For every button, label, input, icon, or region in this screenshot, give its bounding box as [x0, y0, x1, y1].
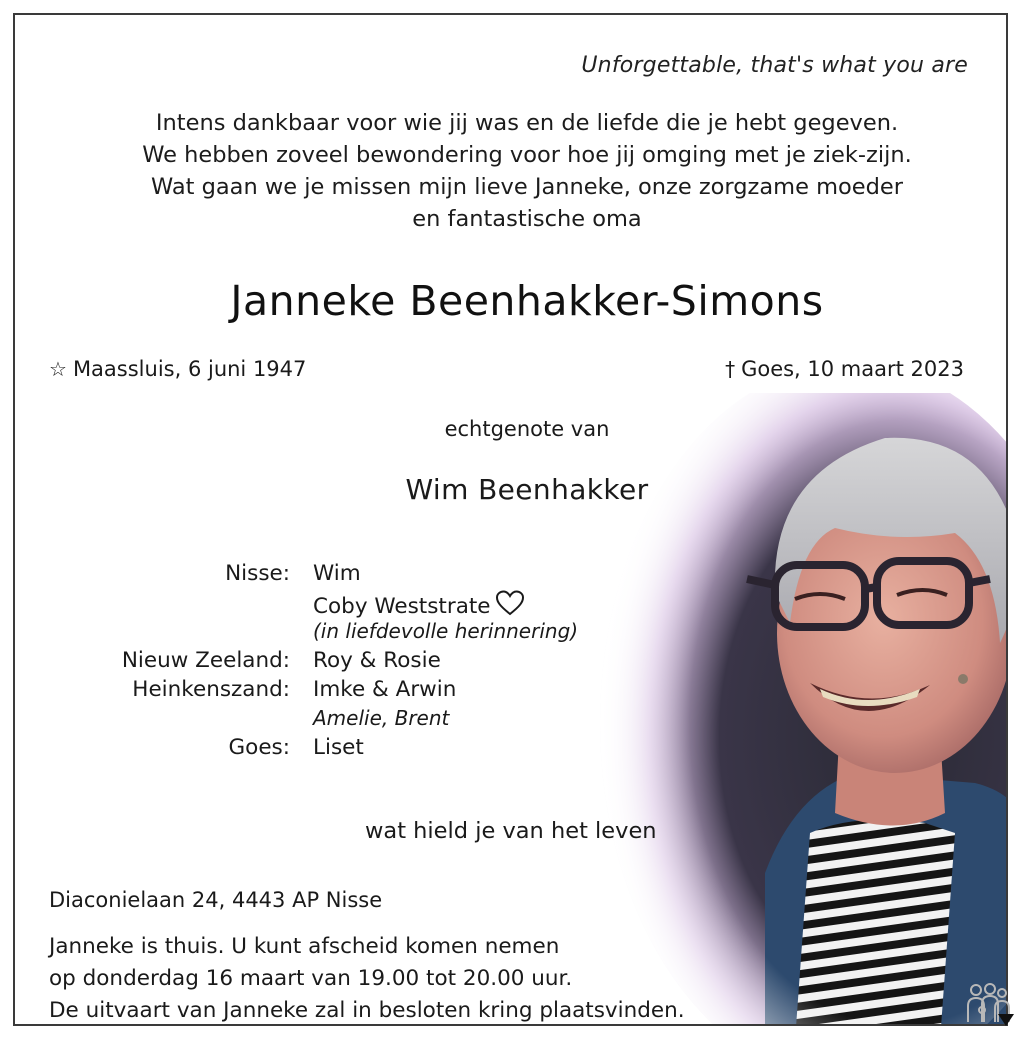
family-location: Nisse:: [225, 561, 290, 586]
motto: Unforgettable, that's what you are: [581, 53, 968, 78]
birth-text: Maassluis, 6 juni 1947: [72, 357, 307, 381]
birth-info: [49, 357, 306, 381]
poem-line: Intens dankbaar voor wie jij was en de liefde die je hebt gegeven.: [155, 110, 899, 136]
quote: wat hield je van het leven: [365, 818, 657, 844]
poem-line: en fantastische oma: [412, 206, 642, 232]
death-info: [725, 357, 964, 381]
poem: [15, 107, 1008, 235]
family-note: (in liefdevolle herinnering): [313, 619, 579, 643]
info-line: Janneke is thuis. U kunt afscheid komen nemen: [49, 934, 560, 959]
family-names: Liset: [313, 735, 364, 760]
star-icon: ☆: [49, 357, 67, 381]
cross-icon: †: [725, 357, 736, 381]
family-names: Coby Weststrate: [313, 594, 491, 619]
deceased-name: Janneke Beenhakker-Simons: [230, 277, 824, 325]
family-names: Roy & Rosie: [313, 648, 441, 673]
address: Diaconielaan 24, 4443 AP Nisse: [49, 888, 383, 912]
spouse-name: Wim Beenhakker: [405, 473, 649, 506]
heart-outline-icon: [495, 590, 525, 616]
memorial-card: [13, 13, 1008, 1026]
family-grandchildren: Amelie, Brent: [313, 706, 450, 730]
family-names: Wim: [313, 561, 361, 586]
family-location: Goes:: [228, 735, 290, 760]
death-text: Goes, 10 maart 2023: [741, 357, 964, 381]
info-line: De uitvaart van Janneke zal in besloten kring plaatsvinden.: [49, 998, 685, 1023]
poem-line: Wat gaan we je missen mijn lieve Janneke, onze zorgzame moeder: [151, 174, 903, 200]
family-location: Heinkenszand:: [132, 677, 290, 702]
family-location: Nieuw Zeeland:: [121, 648, 290, 673]
poem-line: We hebben zoveel bewondering voor hoe jij omging met je ziek-zijn.: [142, 142, 912, 168]
funeral-info: [49, 931, 685, 1026]
family-names-with-heart: [313, 590, 525, 619]
family-names: Imke & Arwin: [313, 677, 457, 702]
spouse-label: echtgenote van: [444, 417, 610, 441]
info-line: op donderdag 16 maart van 19.00 tot 20.00 uur.: [49, 966, 573, 991]
down-arrow-icon[interactable]: [998, 1014, 1014, 1026]
